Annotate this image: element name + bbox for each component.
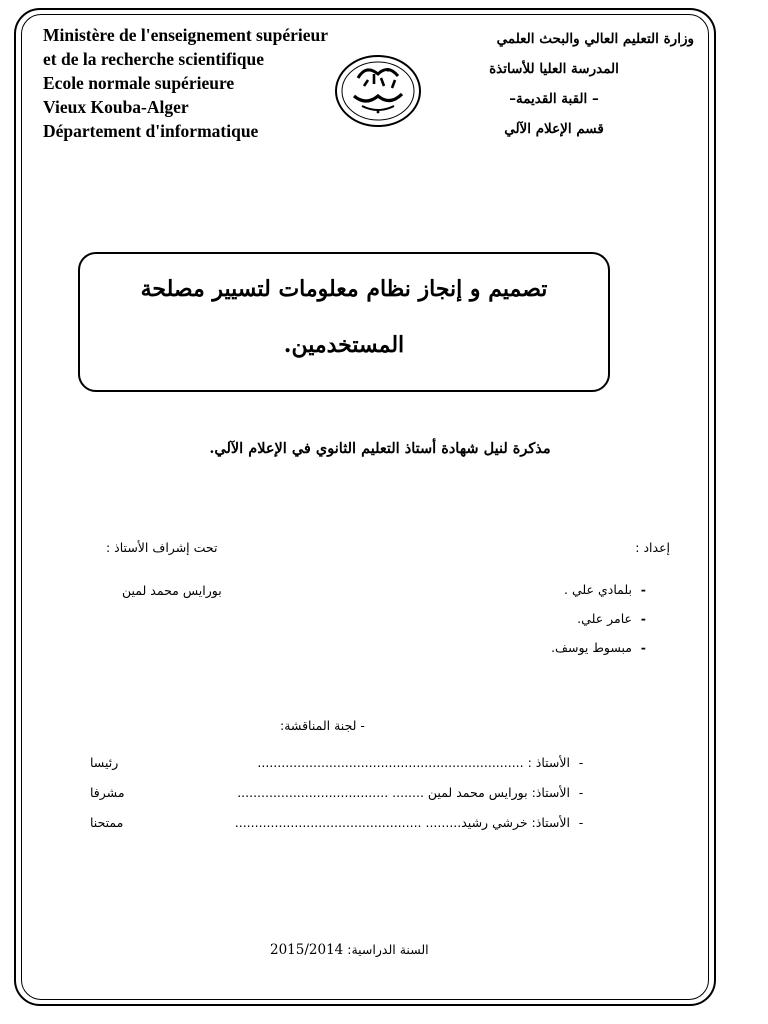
prepared-by-list — [551, 575, 646, 662]
header-fr-line: Ministère de l'enseignement supérieur — [43, 25, 328, 45]
header-arabic — [424, 24, 694, 144]
header-ar-line: قسم الإعلام الآلي — [504, 121, 604, 137]
header-ar-line: المدرسة العليا للأساتذة — [489, 61, 619, 77]
list-item — [551, 604, 646, 633]
supervisor-name: بورايس محمد لمين — [122, 583, 222, 598]
header-ar-line: – القبة القديمة– — [509, 91, 599, 107]
thesis-title-line-1: تصميم و إنجاز نظام معلومات لتسيير مصلحة — [140, 276, 548, 302]
academic-year-label: السنة الدراسية: — [347, 942, 429, 957]
thesis-subtitle: مذكرة لنيل شهادة أستاذ التعليم الثانوي في الإعلام الآلي. — [209, 440, 551, 457]
student-name: بلمادي علي . — [564, 582, 632, 597]
header-fr-line: Département d'informatique — [43, 121, 259, 141]
jury-row — [90, 778, 592, 808]
thesis-title-box — [78, 252, 610, 392]
academic-year-value: 2015/2014 — [270, 942, 344, 958]
jury-member: الأستاذ: بورايس محمد لمين ........ ...................................... — [237, 785, 570, 800]
list-item — [551, 633, 646, 662]
jury-list — [90, 748, 592, 838]
list-dash: - — [578, 755, 584, 770]
jury-member: الأستاذ: خرشي رشيد......... ............................................... — [234, 815, 570, 830]
jury-title: - لجنة المناقشة: — [280, 718, 365, 733]
list-dash: - — [640, 611, 646, 626]
jury-role: رئيسا — [90, 755, 119, 770]
student-name: عامر علي. — [577, 611, 632, 626]
school-seal-icon — [328, 50, 428, 128]
header-fr-line: Ecole normale supérieure — [43, 73, 235, 93]
jury-role: ممتحنا — [90, 815, 124, 830]
supervisor-label: تحت إشراف الأستاذ : — [106, 540, 218, 555]
list-dash: - — [640, 582, 646, 597]
list-dash: - — [640, 640, 646, 655]
jury-member: الأستاذ : ................................................................... — [257, 755, 570, 770]
thesis-title-line-2: المستخدمين. — [283, 332, 405, 358]
academic-year — [270, 942, 429, 958]
header-fr-line: Vieux Kouba-Alger — [43, 97, 189, 117]
header-fr-line: et de la recherche scientifique — [43, 49, 264, 69]
list-item — [551, 575, 646, 604]
list-dash: - — [578, 785, 584, 800]
page-border-inner — [21, 14, 709, 1000]
list-dash: - — [578, 815, 584, 830]
jury-role: مشرفا — [90, 785, 125, 800]
prepared-by-label: إعداد : — [635, 540, 670, 555]
jury-row — [90, 808, 592, 838]
jury-row — [90, 748, 592, 778]
header-ar-line: وزارة التعليم العالي والبحث العلمي — [496, 31, 694, 47]
student-name: مبسوط يوسف. — [551, 640, 632, 655]
